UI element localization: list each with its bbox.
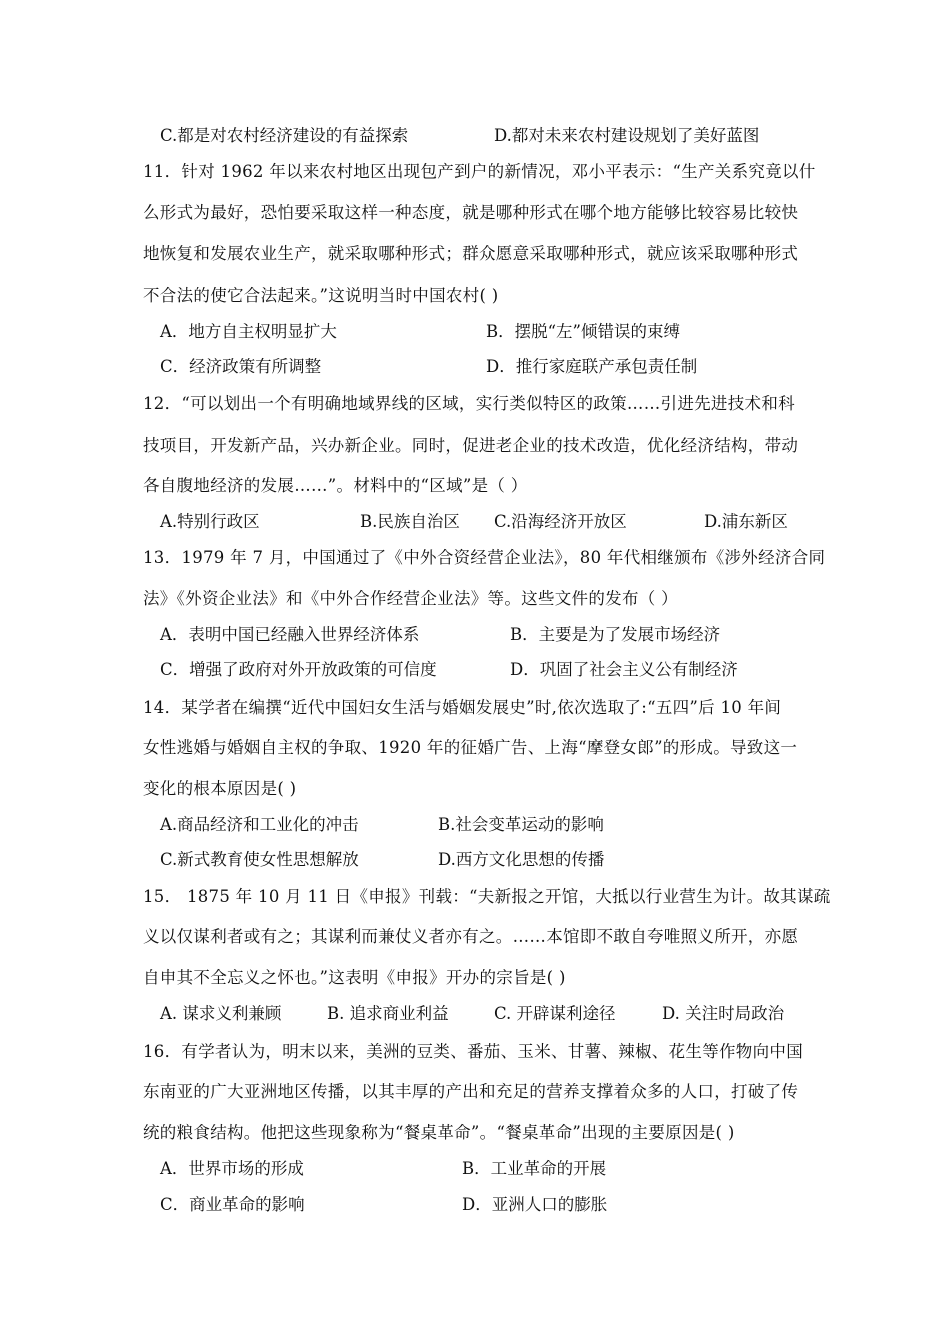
q16-stem-line-3: 统的粮食结构。他把这些现象称为“餐桌革命”。“餐桌革命”出现的主要原因是( ) <box>143 1123 735 1142</box>
q13-option-a: A．表明中国已经融入世界经济体系 <box>160 625 420 644</box>
q14-stem-line-3: 变化的根本原因是( ) <box>143 779 297 798</box>
q12-option-c: C.沿海经济开放区 <box>494 512 627 531</box>
q16-stem-line-1: 16．有学者认为，明末以来，美洲的豆类、番茄、玉米、甘薯、辣椒、花生等作物向中国 <box>143 1042 803 1061</box>
q13-option-d: D．巩固了社会主义公有制经济 <box>510 660 738 679</box>
q13-option-b: B．主要是为了发展市场经济 <box>510 625 721 644</box>
q10-option-c: C.都是对农村经济建设的有益探索 <box>160 126 409 145</box>
q12-stem-line-2: 技项目，开发新产品，兴办新企业。同时，促进老企业的技术改造，优化经济结构，带动 <box>143 436 799 455</box>
q13-stem-line-2: 法》《外资企业法》和《中外合作经营企业法》等。这些文件的发布（ ） <box>143 589 678 608</box>
q15-stem-line-1: 15． 1875 年 10 月 11 日《申报》刊载：“夫新报之开馆，大抵以行业营生为计。故其谋疏 <box>143 887 831 906</box>
q11-option-c: C．经济政策有所调整 <box>160 357 322 376</box>
q11-stem-line-3: 地恢复和发展农业生产，就采取哪种形式；群众愿意采取哪种形式，就应该采取哪种形式 <box>143 244 799 263</box>
q10-option-d: D.都对未来农村建设规划了美好蓝图 <box>494 126 760 145</box>
q11-stem-line-2: 么形式为最好，恐怕要采取这样一种态度，就是哪种形式在哪个地方能够比较容易比较快 <box>143 203 799 222</box>
q12-option-b: B.民族自治区 <box>360 512 460 531</box>
q15-option-c: C. 开辟谋利途径 <box>494 1004 616 1023</box>
q12-option-d: D.浦东新区 <box>704 512 788 531</box>
q16-option-b: B．工业革命的开展 <box>462 1159 607 1178</box>
q11-option-a: A．地方自主权明显扩大 <box>160 322 337 341</box>
q11-stem-line-4: 不合法的使它合法起来。”这说明当时中国农村( ) <box>143 286 499 305</box>
q16-option-a: A．世界市场的形成 <box>160 1159 304 1178</box>
q12-option-a: A.特别行政区 <box>160 512 260 531</box>
q14-option-a: A.商品经济和工业化的冲击 <box>160 815 359 834</box>
q11-stem-line-1: 11．针对 1962 年以来农村地区出现包产到户的新情况，邓小平表示：“生产关系究竟以什 <box>143 162 816 181</box>
q15-option-a: A. 谋求义利兼顾 <box>160 1004 282 1023</box>
q14-option-b: B.社会变革运动的影响 <box>438 815 604 834</box>
q16-option-c: C．商业革命的影响 <box>160 1195 305 1214</box>
q16-option-d: D．亚洲人口的膨胀 <box>462 1195 608 1214</box>
q15-stem-line-3: 自申其不全忘义之怀也。”这表明《申报》开办的宗旨是( ) <box>143 968 566 987</box>
q13-stem-line-1: 13．1979 年 7 月，中国通过了《中外合资经营企业法》，80 年代相继颁布《涉外经济合同 <box>143 548 826 567</box>
q14-option-d: D.西方文化思想的传播 <box>438 850 605 869</box>
q15-option-b: B. 追求商业利益 <box>327 1004 449 1023</box>
q14-stem-line-1: 14．某学者在编撰“近代中国妇女生活与婚姻发展史”时,依次选取了:“五四”后 10 年间 <box>143 698 782 717</box>
q12-stem-line-3: 各自腹地经济的发展……”。材料中的“区域”是（ ） <box>143 476 528 495</box>
q15-option-d: D. 关注时局政治 <box>662 1004 785 1023</box>
q14-stem-line-2: 女性逃婚与婚姻自主权的争取、1920 年的征婚广告、上海“摩登女郎”的形成。导致这一 <box>143 738 798 757</box>
q11-option-d: D．推行家庭联产承包责任制 <box>486 357 698 376</box>
q11-option-b: B．摆脱“左”倾错误的束缚 <box>486 322 680 341</box>
q14-option-c: C.新式教育使女性思想解放 <box>160 850 359 869</box>
q15-stem-line-2: 义以仅谋利者或有之；其谋利而兼仗义者亦有之。……本馆即不敢自夸唯照义所开，亦愿 <box>143 927 799 946</box>
q13-option-c: C．增强了政府对外开放政策的可信度 <box>160 660 437 679</box>
q16-stem-line-2: 东南亚的广大亚洲地区传播，以其丰厚的产出和充足的营养支撑着众多的人口，打破了传 <box>143 1082 799 1101</box>
q12-stem-line-1: 12．“可以划出一个有明确地域界线的区域，实行类似特区的政策……引进先进技术和科 <box>143 394 795 413</box>
